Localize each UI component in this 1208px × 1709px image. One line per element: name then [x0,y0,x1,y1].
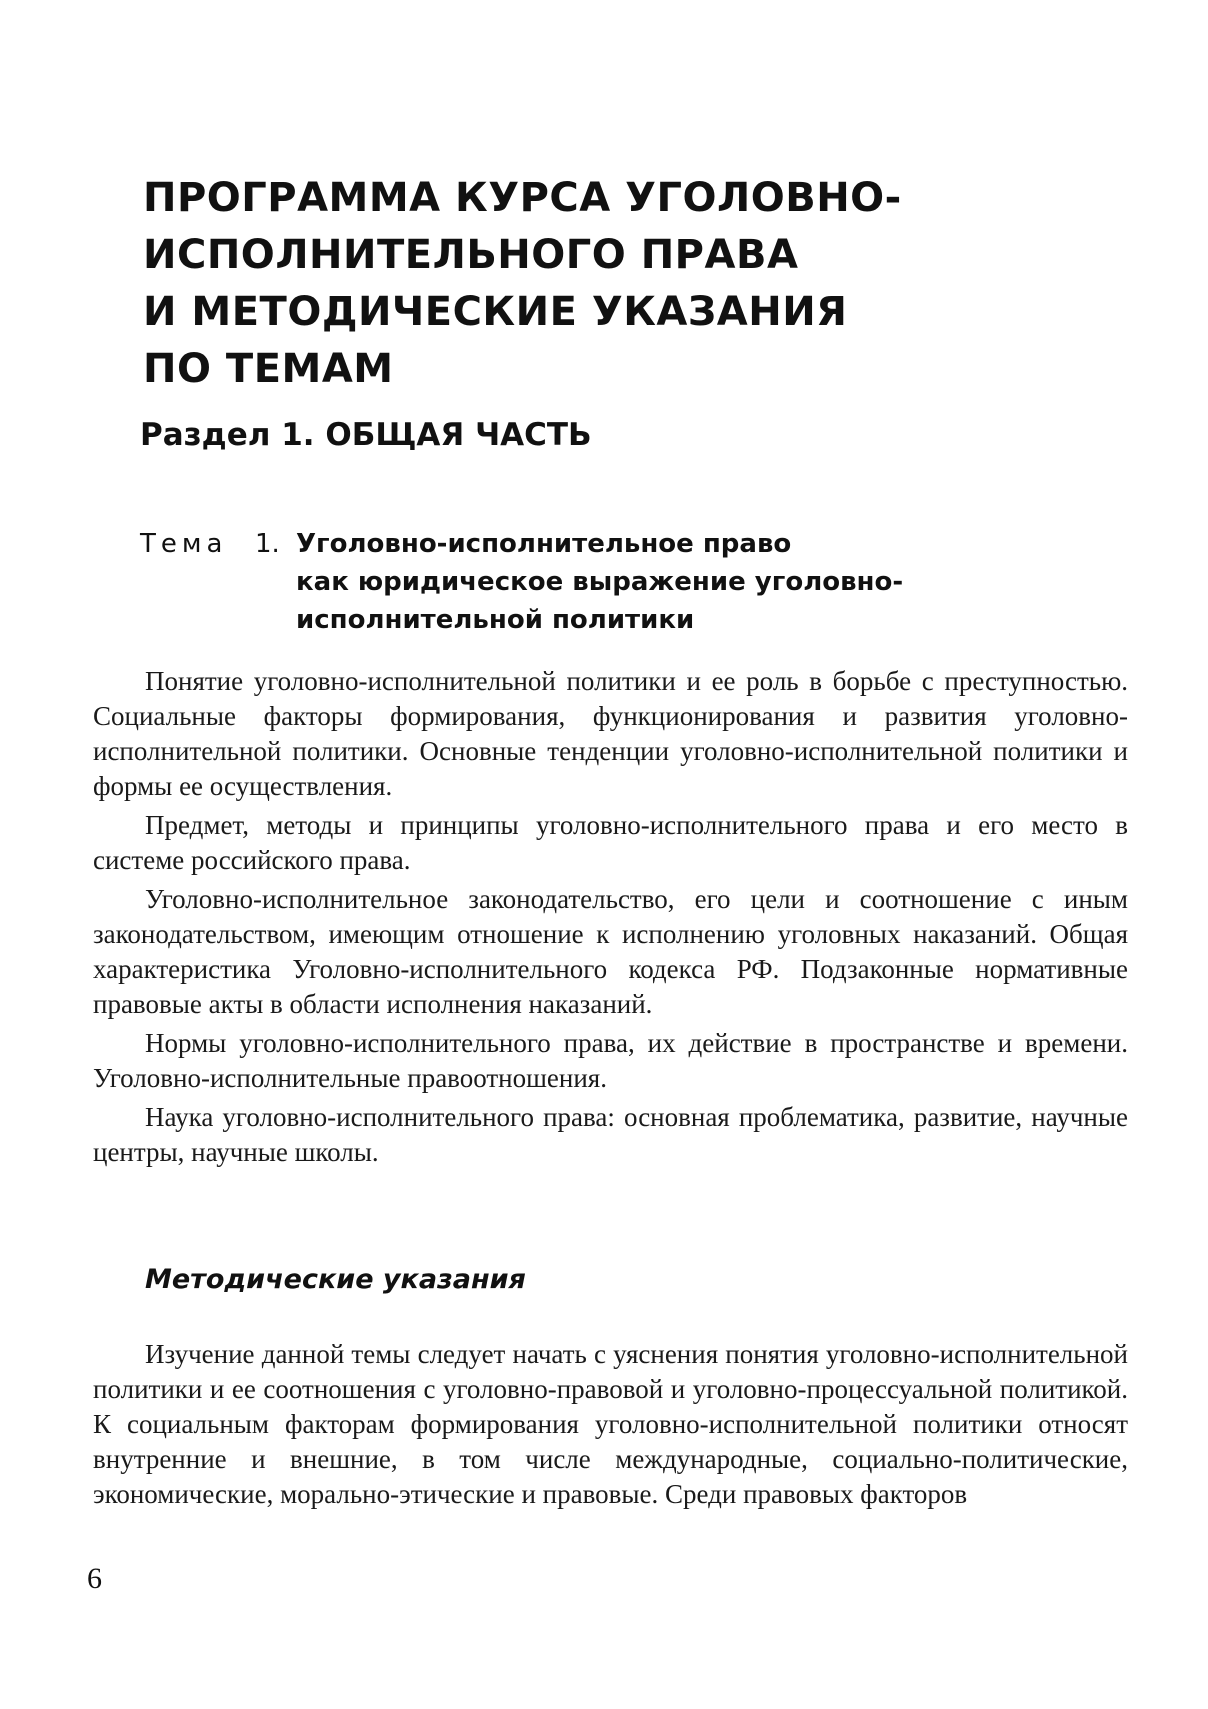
topic-title-line: как юридическое выражение уголовно- [296,567,904,597]
topic-content [93,664,1128,1174]
paragraph: Нормы уголовно-исполнительного права, их действие в пространстве и времени. Уголовно-исполнительные правоотношения. [93,1028,1128,1093]
paragraph: Изучение данной темы следует начать с уяснения понятия уголовно-исполнительной политики и ее соотношения с уголовно-правовой и уголовно-процессуальной политикой. К социальным факторам формирования уголовно-исполнительной политики относят внутренние и внешние, в том числе международные, социально-политические, экономические, морально-этические и правовые. Среди правовых факторов [93,1339,1128,1509]
method-content [93,1337,1128,1516]
topic-title [296,525,903,639]
paragraph: Наука уголовно-исполнительного права: основная проблематика, развитие, научные центры, научные школы. [93,1102,1128,1167]
method-heading: Методические указания [145,1264,526,1295]
main-title-line: ПРОГРАММА КУРСА УГОЛОВНО- [143,175,902,221]
paragraph: Предмет, методы и принципы уголовно-исполнительного права и его место в системе российского права. [93,810,1128,875]
topic-title-line: Уголовно-исполнительное право [296,529,792,559]
topic-number: 1. [255,529,280,559]
section-title: Раздел 1. ОБЩАЯ ЧАСТЬ [140,417,592,453]
main-title-line: ПО ТЕМАМ [143,346,394,392]
paragraph: Понятие уголовно-исполнительной политики и ее роль в борьбе с преступностью. Социальные факторы формирования, функционирования и развития уголовно-исполнительной политики. Основные тенденции уголовно-исполнительной политики и формы ее осуществления. [93,666,1128,801]
main-title-line: ИСПОЛНИТЕЛЬНОГО ПРАВА [143,232,799,278]
page-number: 6 [87,1562,102,1595]
paragraph: Уголовно-исполнительное законодательство, его цели и соотношение с иным законодательством, имеющим отношение к исполнению уголовных наказаний. Общая характеристика Уголовно-исполнительного кодекса РФ. Подзаконные нормативные правовые акты в области исполнения наказаний. [93,884,1128,1019]
topic-label: Тема [140,529,228,559]
topic-title-line: исполнительной политики [296,605,695,635]
main-title [143,170,943,398]
main-title-line: И МЕТОДИЧЕСКИЕ УКАЗАНИЯ [143,289,848,335]
